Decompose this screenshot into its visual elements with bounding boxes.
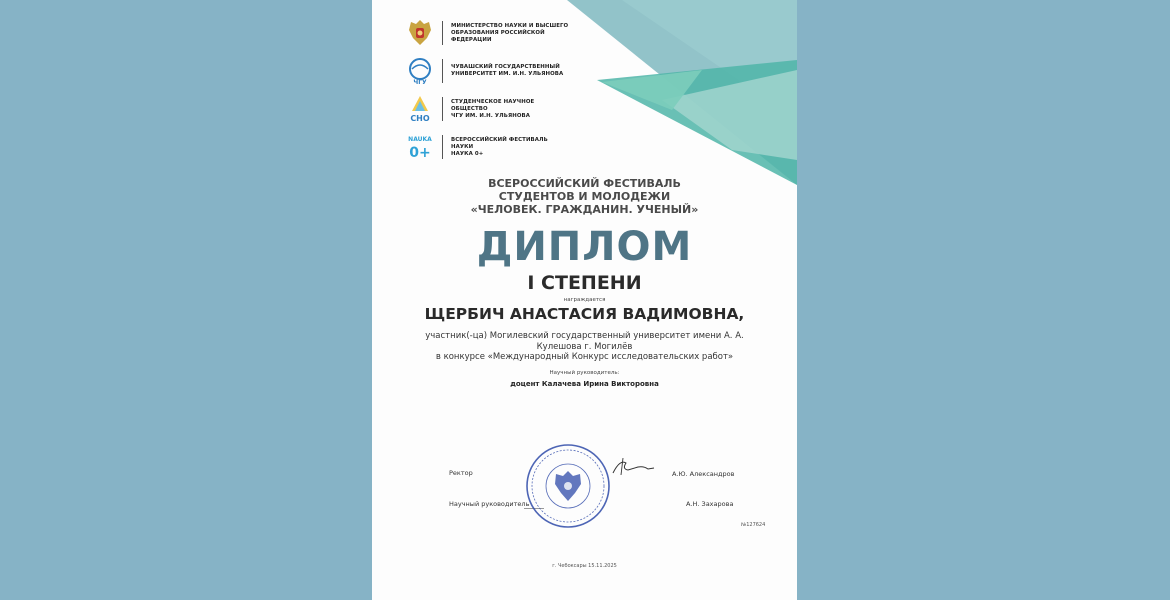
- diploma-document: [372, 0, 797, 600]
- signature-supervisor-name: А.Н. Захарова: [686, 500, 734, 508]
- sno-logo-icon: [404, 92, 436, 126]
- degree-label: I СТЕПЕНИ: [527, 272, 642, 294]
- signature-supervisor-label: Научный руководитель: [449, 500, 530, 508]
- supervisor-name: доцент Калачева Ирина Викторовна: [510, 380, 659, 388]
- seal-stamp-icon: [525, 443, 611, 529]
- supervisor-label: Научный руководитель:: [549, 370, 620, 376]
- awarded-label: награждается: [563, 297, 606, 303]
- handwritten-signature: [608, 455, 658, 480]
- svg-text:СНО: СНО: [410, 114, 430, 123]
- recipient-name: ЩЕРБИЧ АНАСТАСИЯ ВАДИМОВНА,: [424, 305, 745, 323]
- rector-label: Ректор: [449, 469, 473, 477]
- city-date: г. Чебоксары 15.11.2025: [552, 563, 617, 569]
- rector-name: А.Ю. Александров: [672, 470, 735, 478]
- document-number: №127624: [741, 522, 766, 528]
- logo-nauka: NAUKA 0+ ВСЕРОССИЙСКИЙ ФЕСТИВАЛЬ НАУКИ НАУКА 0+: [404, 128, 571, 166]
- logos-column: [404, 14, 571, 166]
- logo-sno: СНО СТУДЕНЧЕСКОЕ НАУЧНОЕ ОБЩЕСТВО ЧГУ ИМ. И.Н. УЛЬЯНОВА: [404, 90, 571, 128]
- logo-ministry: МИНИСТЕРСТВО НАУКИ И ВЫСШЕГО ОБРАЗОВАНИЯ РОССИЙСКОЙ ФЕДЕРАЦИИ: [404, 14, 571, 52]
- participant-text: участник(-ца) Могилевский государственный университет имени А. А. Кулешова г. Могилёв: [425, 331, 744, 352]
- nauka-logo-icon: [404, 130, 436, 164]
- svg-text:0+: 0+: [409, 145, 431, 161]
- emblem-icon: [404, 16, 436, 50]
- svg-text:ЧГУ: ЧГУ: [413, 79, 427, 86]
- diploma-title: ДИПЛОМ: [476, 224, 693, 270]
- chgu-logo-icon: [404, 54, 436, 88]
- festival-title: ВСЕРОССИЙСКИЙ ФЕСТИВАЛЬ СТУДЕНТОВ И МОЛОДЕЖИ «ЧЕЛОВЕК. ГРАЖДАНИН. УЧЕНЫЙ»: [470, 177, 699, 216]
- svg-text:NAUKA: NAUKA: [408, 136, 432, 143]
- logo-chgu: ЧГУ ЧУВАШСКИЙ ГОСУДАРСТВЕННЫЙ УНИВЕРСИТЕТ ИМ. И.Н. УЛЬЯНОВА: [404, 52, 571, 90]
- contest-text: в конкурсе «Международный Конкурс исследовательских работ»: [435, 352, 734, 362]
